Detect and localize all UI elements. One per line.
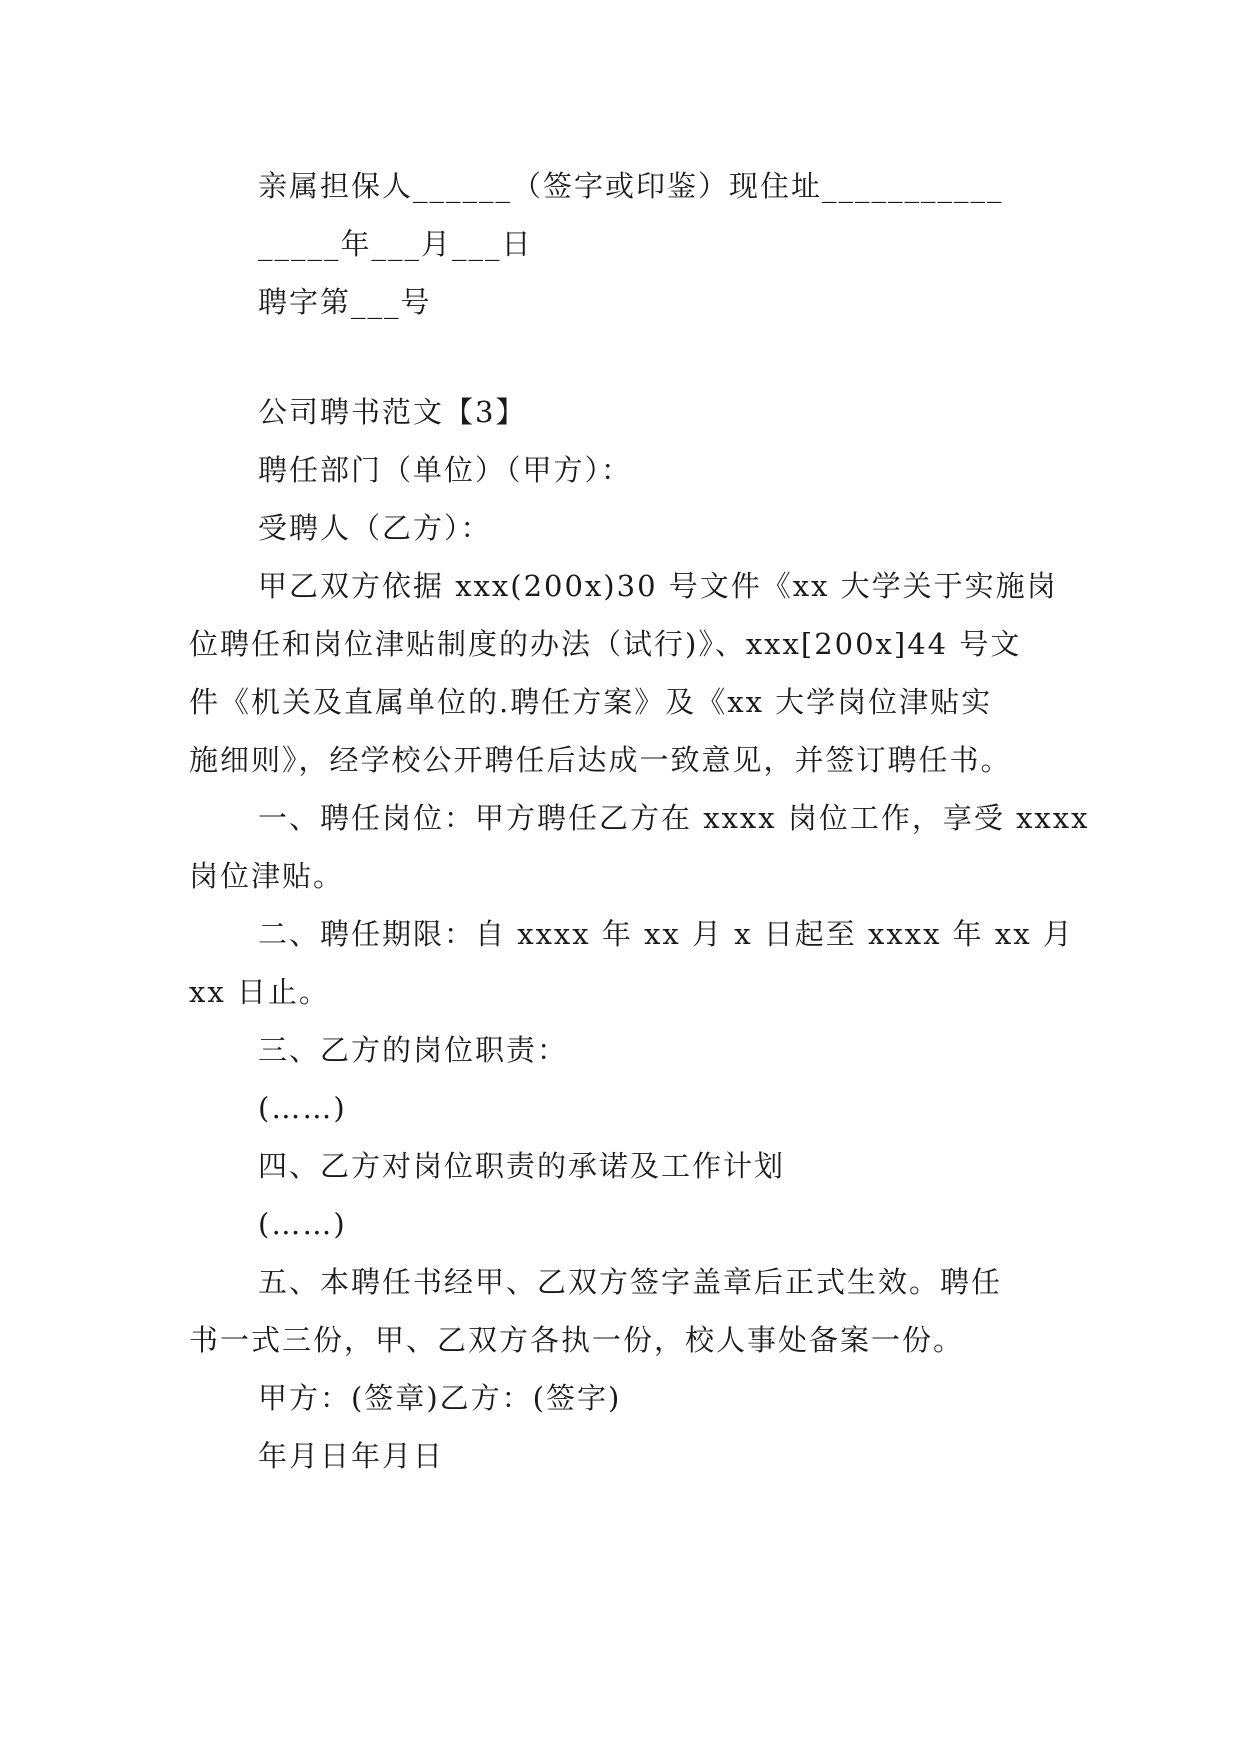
section-title: 公司聘书范文【3】 bbox=[258, 395, 527, 429]
party-b-field: 受聘人（乙方）： bbox=[258, 511, 492, 545]
paragraph-line: 甲乙双方依据 xxx(200x)30 号文件《xx 大学关于实施岗 bbox=[258, 569, 1058, 603]
clause-position: 一、聘任岗位：甲方聘任乙方在 xxxx 岗位工作，享受 xxxx bbox=[258, 801, 1090, 835]
clause-effect-cont: 书一式三份，甲、乙双方各执一份，校人事处备案一份。 bbox=[189, 1323, 965, 1357]
paragraph-line: 施细则》，经学校公开聘任后达成一致意见，并签订聘任书。 bbox=[189, 743, 1012, 777]
ellipsis-placeholder: (……) bbox=[258, 1207, 347, 1241]
appointment-number-line: 聘字第___号 bbox=[258, 285, 432, 319]
party-a-field: 聘任部门（单位）（甲方）： bbox=[258, 453, 633, 487]
date-line: _____年___月___日 bbox=[258, 227, 533, 261]
clause-duties: 三、乙方的岗位职责： bbox=[258, 1033, 569, 1067]
clause-position-cont: 岗位津贴。 bbox=[189, 859, 345, 893]
signature-line: 甲方：(签章)乙方：(签字) bbox=[258, 1381, 622, 1415]
clause-term: 二、聘任期限：自 xxxx 年 xx 月 x 日起至 xxxx 年 xx 月 bbox=[258, 917, 1074, 951]
ellipsis-placeholder: (……) bbox=[258, 1091, 347, 1125]
paragraph-line: 位聘任和岗位津贴制度的办法（试行)》、xxx[200x]44 号文 bbox=[189, 627, 1022, 661]
signature-date-line: 年月日年月日 bbox=[258, 1439, 445, 1473]
clause-term-cont: xx 日止。 bbox=[189, 975, 330, 1009]
clause-effect: 五、本聘任书经甲、乙双方签字盖章后正式生效。聘任 bbox=[258, 1265, 1003, 1299]
clause-commitment: 四、乙方对岗位职责的承诺及工作计划 bbox=[258, 1149, 786, 1183]
paragraph-line: 件《机关及直属单位的.聘任方案》及《xx 大学岗位津贴实 bbox=[189, 685, 993, 719]
guarantor-line: 亲属担保人______（签字或印鉴）现住址___________ bbox=[258, 169, 1004, 203]
